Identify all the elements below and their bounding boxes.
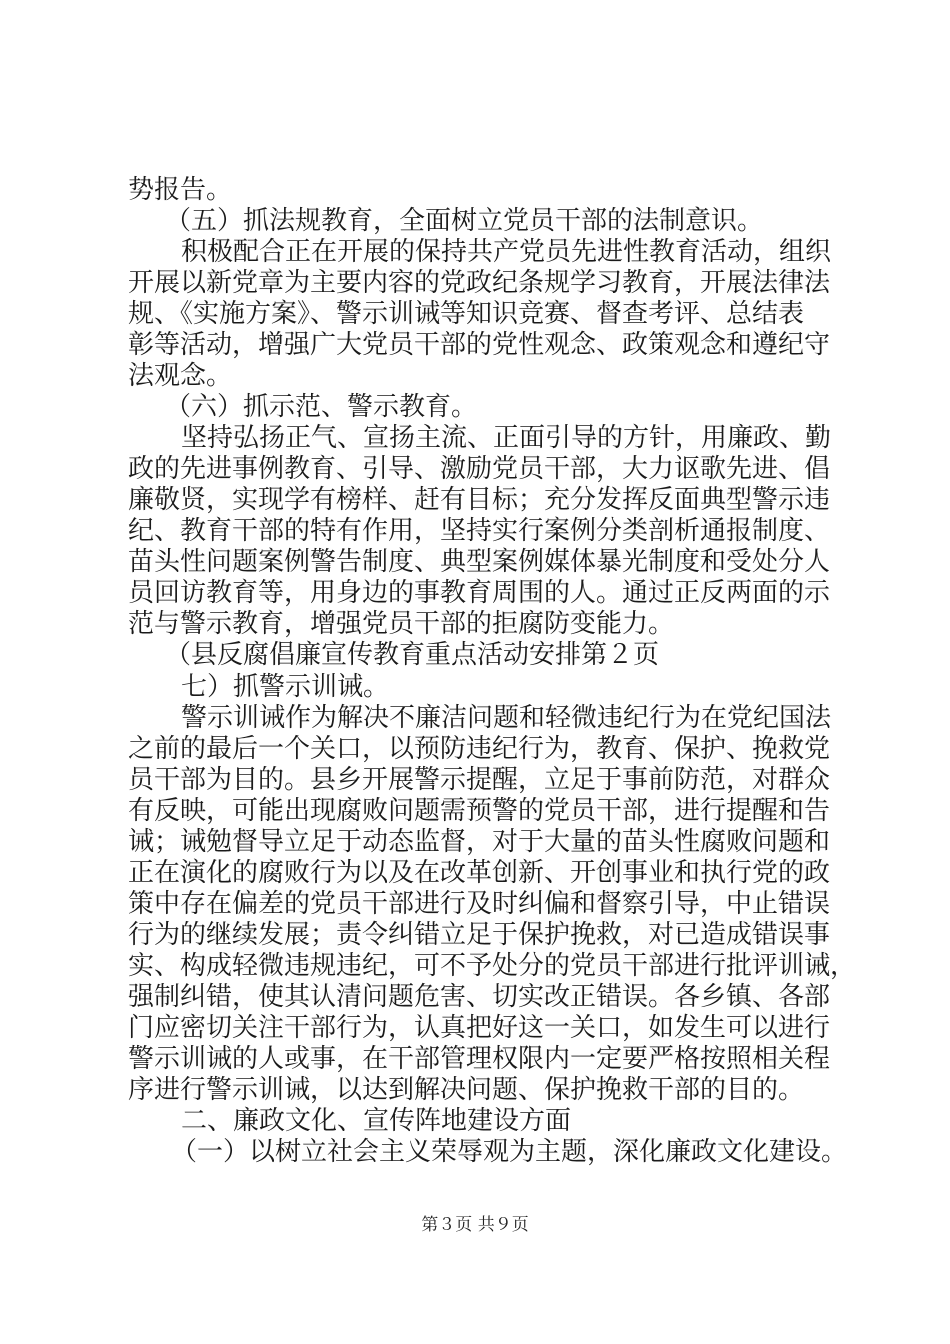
paragraph-line: 纪、教育干部的特有作用，坚持实行案例分类剖析通报制度、	[128, 516, 831, 546]
page-footer	[0, 1214, 950, 1236]
paragraph-line: 员回访教育等，用身边的事教育周围的人。通过正反两面的示	[128, 578, 831, 608]
paragraph-line: 序进行警示训诫，以达到解决问题、保护挽救干部的目的。	[128, 1075, 805, 1105]
paragraph-line: 员干部为目的。县乡开展警示提醒，立足于事前防范，对群众	[128, 765, 831, 795]
paragraph-line: 苗头性问题案例警告制度、典型案例媒体暴光制度和受处分人	[128, 547, 831, 577]
paragraph-line: 强制纠错，使其认清问题危害、切实改正错误。各乡镇、各部	[128, 982, 831, 1012]
paragraph-line: 法观念。	[128, 361, 233, 391]
paragraph-line: 积极配合正在开展的保持共产党员先进性教育活动，组织	[181, 237, 832, 267]
paragraph-line: 政的先进事例教育、引导、激励党员干部，大力讴歌先进、倡	[128, 454, 831, 484]
section-heading: 七）抓警示训诫。	[181, 672, 390, 702]
paragraph-line: 势报告。	[128, 175, 233, 205]
paragraph-line: 门应密切关注干部行为，认真把好这一关口，如发生可以进行	[128, 1013, 831, 1043]
paragraph-line: 廉敬贤，实现学有榜样、赶有目标；充分发挥反面典型警示违	[128, 485, 831, 515]
paragraph-line: 之前的最后一个关口，以预防违纪行为，教育、保护、挽救党	[128, 734, 831, 764]
paragraph-line: 警示训诫的人或事，在干部管理权限内一定要严格按照相关程	[128, 1044, 831, 1074]
paragraph-line: 诫；诫勉督导立足于动态监督，对于大量的苗头性腐败问题和	[128, 827, 831, 857]
page-number: 第３页 共９页	[421, 1215, 529, 1235]
paragraph-line: 彰等活动，增强广大党员干部的党性观念、政策观念和遵纪守	[128, 330, 831, 360]
section-heading: （一）以树立社会主义荣辱观为主题，深化廉政文化建设。	[171, 1137, 848, 1167]
section-heading: 二、廉政文化、宣传阵地建设方面	[181, 1106, 572, 1136]
paragraph-line: 范与警示教育，增强党员干部的拒腐防变能力。	[128, 609, 675, 639]
paragraph-line: 坚持弘扬正气、宣扬主流、正面引导的方针，用廉政、勤	[181, 423, 832, 453]
paragraph-line: 正在演化的腐败行为以及在改革创新、开创事业和执行党的政	[128, 858, 831, 888]
paragraph-line: 实、构成轻微违规违纪，可不予处分的党员干部进行批评训诫，	[128, 951, 857, 981]
paragraph-line: （县反腐倡廉宣传教育重点活动安排第２页	[165, 640, 660, 670]
paragraph-line: 开展以新党章为主要内容的党政纪条规学习教育，开展法律法	[128, 268, 831, 298]
section-heading: （六）抓示范、警示教育。	[165, 392, 478, 422]
paragraph-line: 有反映，可能出现腐败问题需预警的党员干部，进行提醒和告	[128, 796, 831, 826]
paragraph-line: 警示训诫作为解决不廉洁问题和轻微违纪行为在党纪国法	[181, 703, 832, 733]
paragraph-line: 策中存在偏差的党员干部进行及时纠偏和督察引导，中止错误	[128, 889, 831, 919]
section-heading: （五）抓法规教育，全面树立党员干部的法制意识。	[165, 206, 764, 236]
paragraph-line: 规、《实施方案》、警示训诫等知识竞赛、督查考评、总结表	[128, 299, 805, 329]
paragraph-line: 行为的继续发展；责令纠错立足于保护挽救，对已造成错误事	[128, 920, 831, 950]
